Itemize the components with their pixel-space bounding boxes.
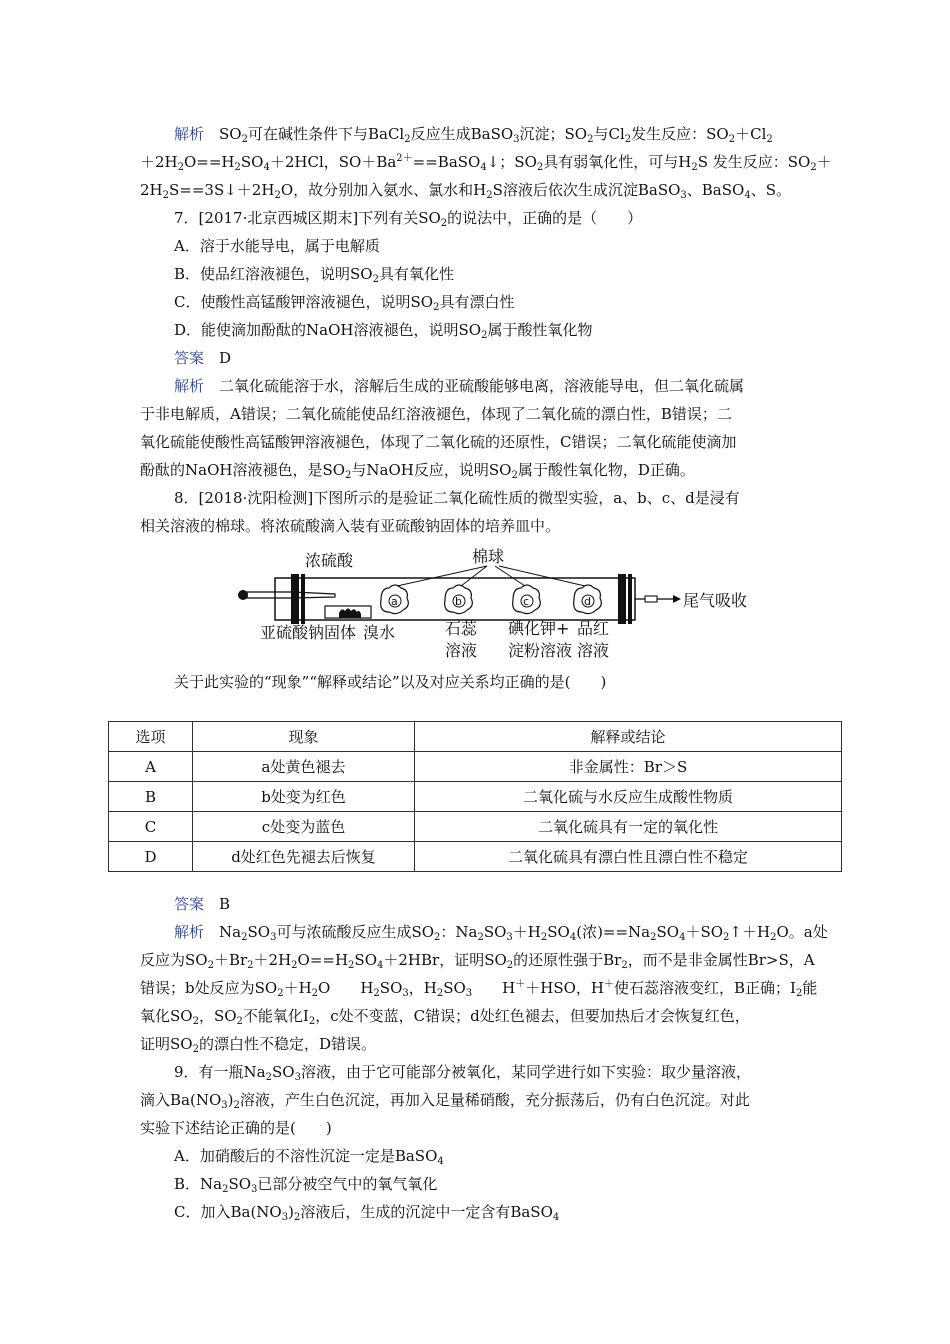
table-cell: B (109, 782, 193, 812)
dropper-tip (293, 592, 335, 598)
table-cell: 二氧化硫具有漂白性且漂白性不稳定 (415, 842, 842, 872)
label-pink-2: 溶液 (577, 641, 610, 660)
q8-answer: 答案 B (174, 895, 231, 913)
label-ki-1: 碘化钾+ (508, 619, 570, 638)
analysis-line-2: $+2H_2O==H_2SO_4+2HCl$，$SO+Ba^{2+}==BaSO_4↓$；$SO_2$具有弱氧化性，可与$H_2S$ 发生反应：$SO_2+$ (140, 153, 832, 173)
q7-option-a: A．溶于水能导电，属于电解质 (174, 237, 380, 255)
label-conc-acid: 浓硫酸 (305, 551, 354, 570)
q8-question: 关于此实验的“现象”“解释或结论”以及对应关系均正确的是( ) (174, 673, 607, 691)
experiment-figure (225, 540, 755, 665)
table-header-row (109, 722, 842, 752)
table-cell: D (109, 842, 193, 872)
analysis-line-3: $2H_2S==3S↓+2H_2O$，故分别加入氨水、氯水和$H_2S$溶液后依次生成沉淀BaSO$_3$、BaSO$_4$、S。 (140, 181, 791, 201)
outlet-arrow-head (673, 595, 681, 603)
table-header: 解释或结论 (415, 722, 842, 752)
q9-option-a: A．加硝酸后的不溶性沉淀一定是BaSO$_4$ (174, 1147, 444, 1167)
label-pink-1: 品红 (577, 619, 610, 638)
table-cell: C (109, 812, 193, 842)
right-stopper (618, 574, 626, 624)
q7-analysis-3: 氧化硫能使酸性高锰酸钾溶液褪色，体现了二氧化硫的还原性，C错误；二氧化硫能使滴加 (140, 433, 737, 451)
table-cell: d处红色先褪去后恢复 (193, 842, 415, 872)
ball-label-a: a (391, 595, 398, 608)
table-row (109, 752, 842, 782)
q7-option-b: B．使品红溶液褪色，说明$SO_2$具有氧化性 (174, 265, 454, 285)
q8-analysis-2: 反应为$SO_2+Br_2+2H_2O==H_2SO_4+2HBr$，证明$SO_2$的还原性强于$Br_2$，而不是非金属性Br>S，A (140, 951, 815, 971)
q8-analysis-3: 错误；b处反应为$SO_2+H_2O$ $H_2SO_3$，$H_2SO_3$ H＋＋HSO，H＋使石蕊溶液变红，B正确；$I_2$能 (140, 979, 818, 999)
ball-label-c: c (523, 595, 530, 608)
label-solid: 亚硫酸钠固体 (260, 623, 357, 642)
table-cell: 二氧化硫具有一定的氧化性 (415, 812, 842, 842)
q8-analysis-1: 解析 $Na_2SO_3$可与浓硫酸反应生成$SO_2$：$Na_2SO_3+H_2SO_4$(浓)$==Na_2SO_4+SO_2↑+H_2O$。a处 (174, 923, 828, 943)
table-row (109, 782, 842, 812)
q8-table (108, 721, 842, 872)
left-stopper (291, 574, 299, 624)
q7-analysis-4: 酚酞的NaOH溶液褪色，是$SO_2$与NaOH反应，说明$SO_2$属于酸性氧化物，D正确。 (140, 461, 695, 481)
answer-tag: 答案 (174, 895, 205, 913)
label-cotton: 棉球 (472, 547, 505, 566)
q7-option-c: C．使酸性高锰酸钾溶液褪色，说明$SO_2$具有漂白性 (174, 293, 515, 313)
analysis-tag: 解析 (174, 125, 205, 143)
table-cell: c处变为蓝色 (193, 812, 415, 842)
q9-option-b: B．$Na_2SO_3$已部分被空气中的氧气氧化 (174, 1175, 438, 1195)
q7-option-d: D．能使滴加酚酞的NaOH溶液褪色，说明$SO_2$属于酸性氧化物 (174, 321, 593, 341)
label-litmus-2: 溶液 (445, 641, 478, 660)
label-litmus-1: 石蕊 (445, 619, 478, 638)
label-ki-2: 淀粉溶液 (508, 641, 573, 660)
table-row (109, 812, 842, 842)
q8-stem-1: 8．[2018·沈阳检测]下图所示的是验证二氧化硫性质的微型实验，a、b、c、d是浸有 (174, 489, 740, 507)
answer-tag: 答案 (174, 349, 205, 367)
ball-label-d: d (584, 595, 591, 608)
q7-analysis-1: 解析 二氧化硫能溶于水，溶解后生成的亚硫酸能够电离，溶液能导电，但二氧化硫属 (174, 377, 745, 395)
table-cell: b处变为红色 (193, 782, 415, 812)
analysis-tag: 解析 (174, 377, 205, 395)
q7-stem: 7．[2017·北京西城区期末]下列有关$SO_2$的说法中，正确的是（ ） (174, 209, 643, 229)
q8-stem-2: 相关溶液的棉球。将浓硫酸滴入装有亚硫酸钠固体的培养皿中。 (140, 517, 561, 535)
q9-stem-1: 9．有一瓶$Na_2SO_3$溶液，由于它可能部分被氧化，某同学进行如下实验：取少量溶液， (174, 1063, 751, 1083)
label-exhaust: 尾气吸收 (683, 591, 748, 610)
q8-analysis-5: 证明$SO_2$的漂白性不稳定，D错误。 (140, 1035, 376, 1055)
table-row (109, 842, 842, 872)
label-bromine: 溴水 (363, 623, 396, 642)
solid-sodium-sulfite (339, 609, 361, 619)
q7-answer: 答案 D (174, 349, 232, 367)
q7-analysis-2: 于非电解质，A错误；二氧化硫能使品红溶液褪色，体现了二氧化硫的漂白性，B错误；二 (140, 405, 732, 423)
q8-analysis-4: 氧化$SO_2$，$SO_2$不能氧化$I_2$，c处不变蓝，C错误；d处红色褪去，但要加热后才会恢复红色， (140, 1007, 750, 1027)
table-header: 选项 (109, 722, 193, 752)
dropper-stem (247, 592, 293, 598)
table-cell: 二氧化硫与水反应生成酸性物质 (415, 782, 842, 812)
table-cell: 非金属性：Br＞S (415, 752, 842, 782)
analysis-tag: 解析 (174, 923, 205, 941)
q9-stem-2: 滴入$Ba(NO_3)_2$溶液，产生白色沉淀，再加入足量稀硝酸，充分振荡后，仍有白色沉淀。对此 (140, 1091, 750, 1111)
table-header: 现象 (193, 722, 415, 752)
analysis-line-1: 解析 $SO_2$可在碱性条件下与BaCl$_2$反应生成BaSO$_3$沉淀；$SO_2$与$Cl_2$发生反应：$SO_2+Cl_2$ (174, 125, 773, 145)
q9-stem-3: 实验下述结论正确的是( ) (140, 1119, 332, 1137)
table-cell: A (109, 752, 193, 782)
table-cell: a处黄色褪去 (193, 752, 415, 782)
q9-option-c: C．加入$Ba(NO_3)_2$溶液后，生成的沉淀中一定含有BaSO$_4$ (174, 1203, 560, 1223)
ball-label-b: b (455, 595, 462, 608)
